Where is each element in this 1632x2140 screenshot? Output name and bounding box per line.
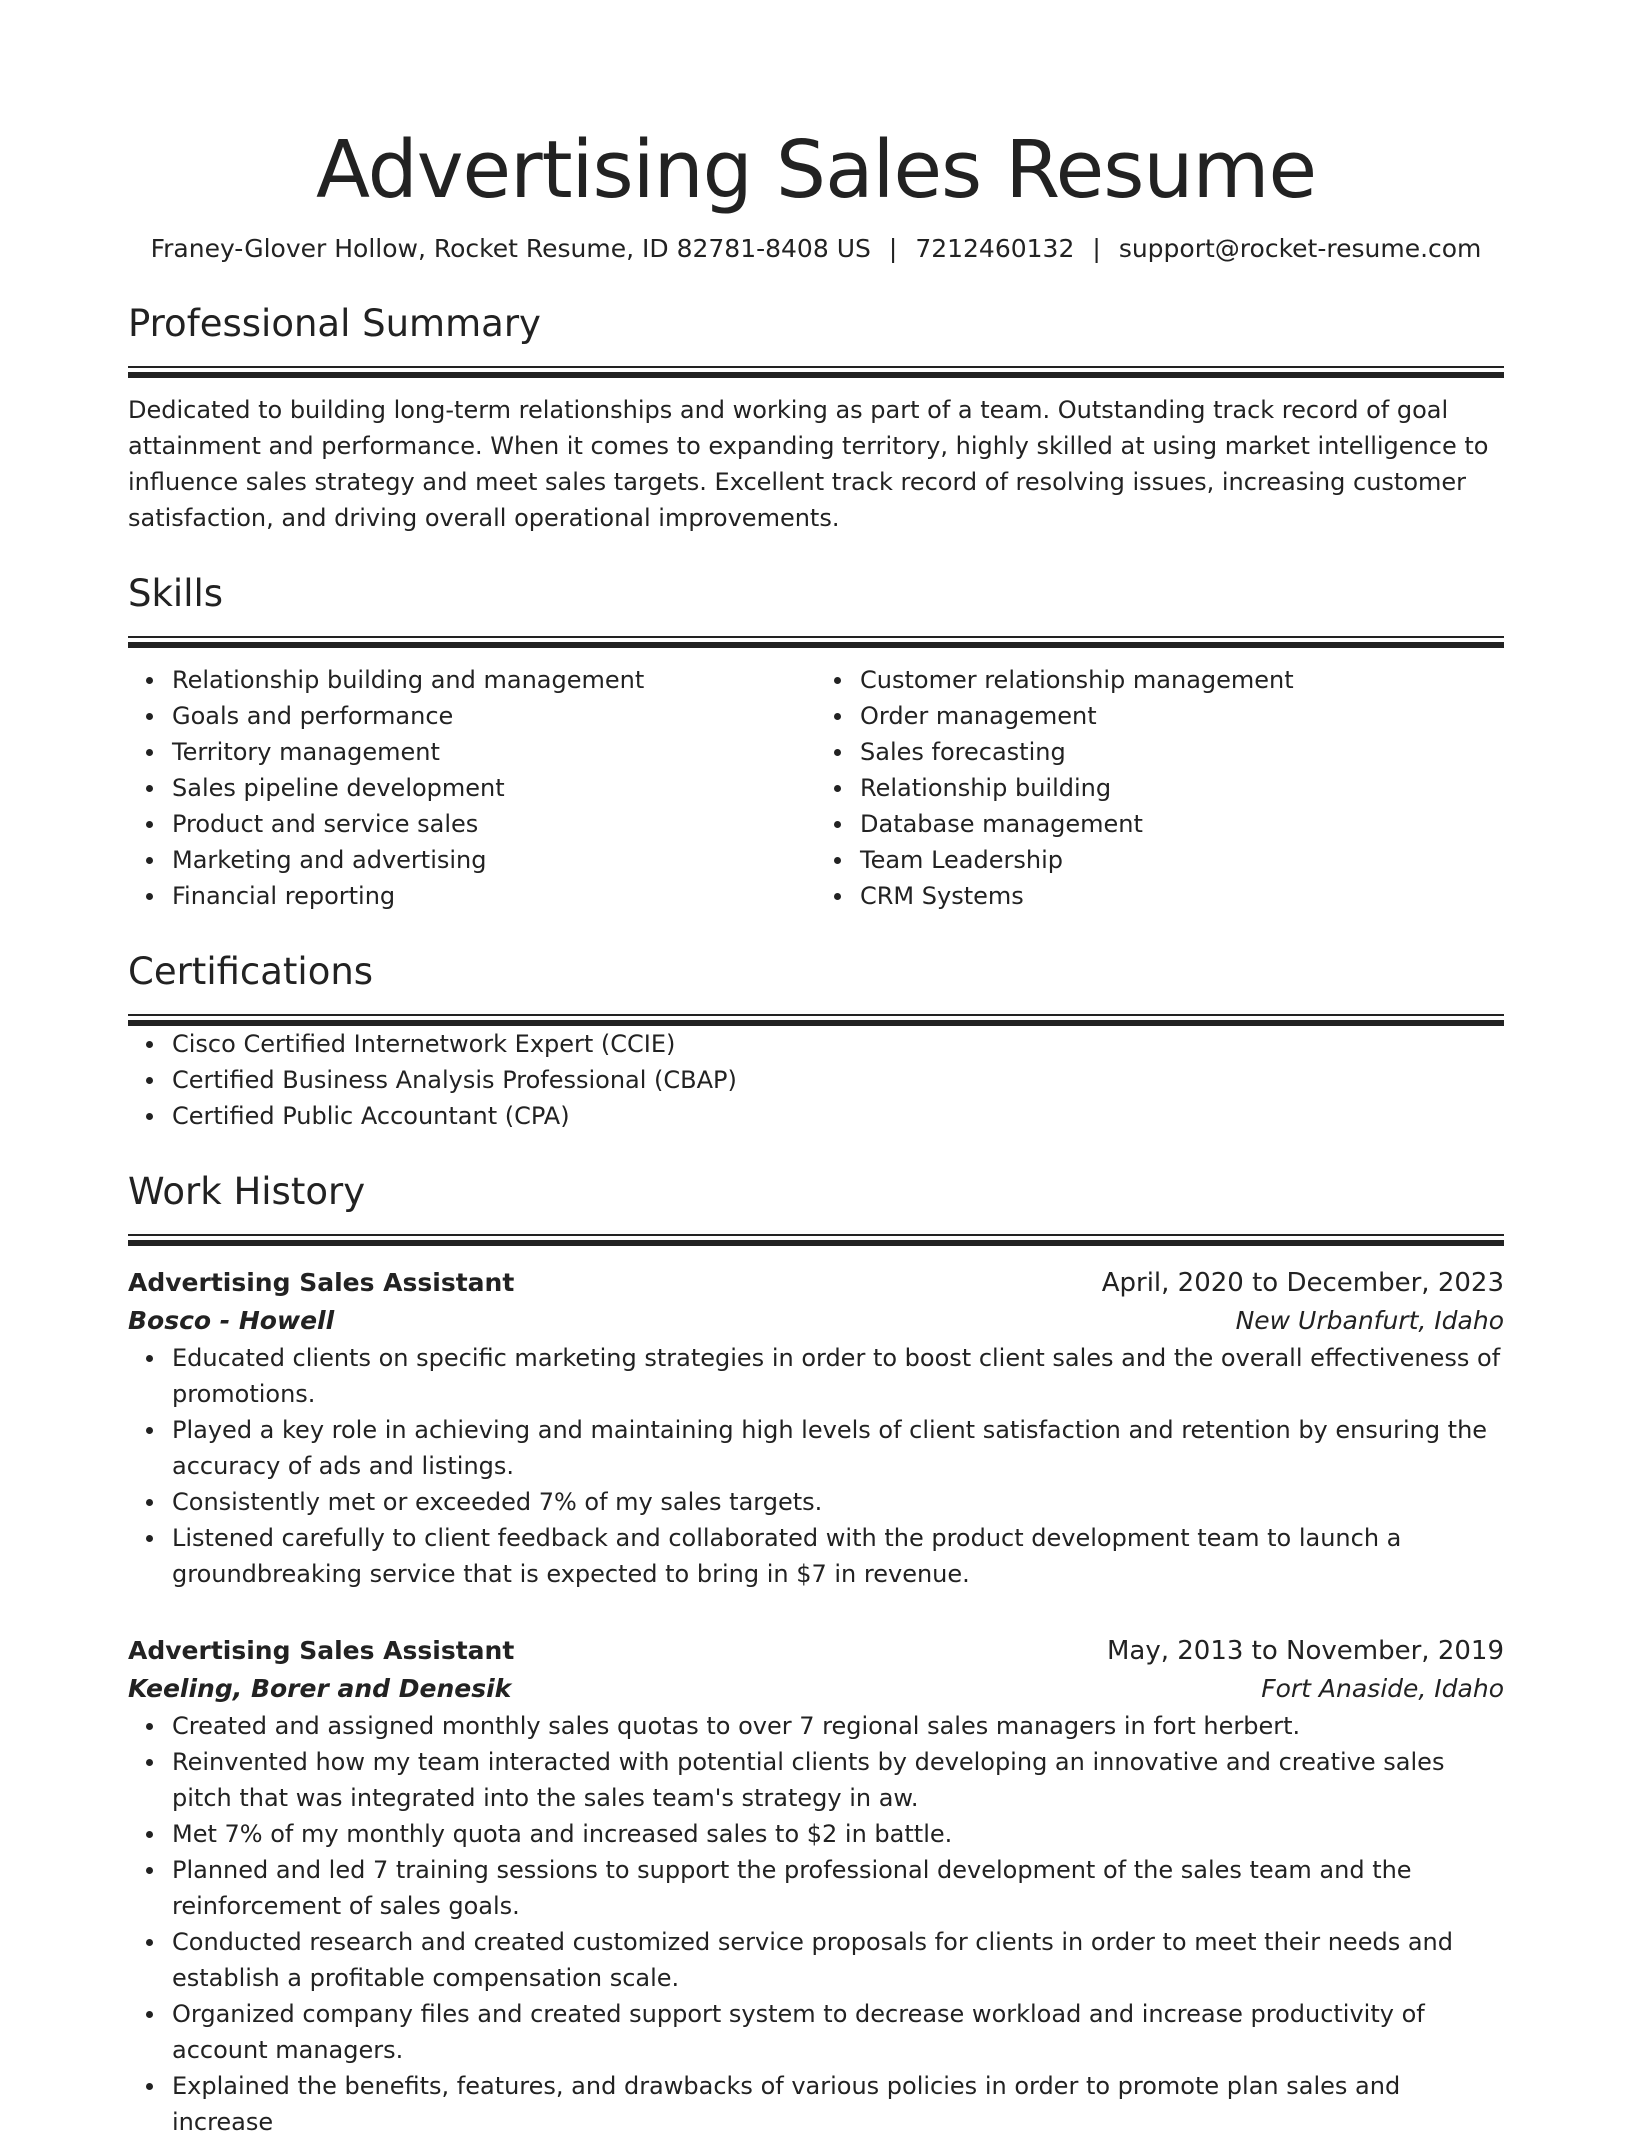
summary-heading: Professional Summary [128, 302, 541, 345]
skill-item: Database management [860, 806, 1504, 842]
contact-line [128, 232, 1504, 266]
job-bullet: Organized company files and created support system to decrease workload and increase productivity of account managers. [172, 1996, 1504, 2068]
job-bullet-list [128, 1708, 1504, 2140]
job-bullet: Planned and led 7 training sessions to support the professional development of the sales team and the reinforcement of sales goals. [172, 1852, 1504, 1924]
job-company-row [128, 1302, 1504, 1340]
certification-item: Certified Public Accountant (CPA) [172, 1098, 1504, 1134]
section-divider [128, 1014, 1504, 1026]
job-dates: April, 2020 to December, 2023 [1101, 1268, 1504, 1298]
job-bullet: Consistently met or exceeded 7% of my sales targets. [172, 1484, 1504, 1520]
certification-item: Certified Business Analysis Professional (CBAP) [172, 1062, 1504, 1098]
job-bullet: Met 7% of my monthly quota and increased sales to $2 in battle. [172, 1816, 1504, 1852]
skill-item: Order management [860, 698, 1504, 734]
skill-item: Financial reporting [172, 878, 816, 914]
job-bullet: Conducted research and created customized service proposals for clients in order to meet their needs and establish a profitable compensation scale. [172, 1924, 1504, 1996]
job-dates: May, 2013 to November, 2019 [1106, 1636, 1504, 1666]
job-entry [128, 1632, 1504, 2140]
certifications-section [128, 948, 1504, 1134]
skills-section [128, 570, 1504, 914]
contact-separator: | [888, 234, 898, 263]
skills-list-right [816, 662, 1504, 914]
skills-list-left [128, 662, 816, 914]
job-company: Bosco - Howell [128, 1306, 335, 1335]
job-bullet: Played a key role in achieving and maintaining high levels of client satisfaction and retention by ensuring the accuracy of ads and listings. [172, 1412, 1504, 1484]
job-location: New Urbanfurt, Idaho [1235, 1306, 1504, 1335]
skills-heading: Skills [128, 572, 224, 615]
skill-item: Sales pipeline development [172, 770, 816, 806]
job-bullet: Created and assigned monthly sales quotas to over 7 regional sales managers in fort herbert. [172, 1708, 1504, 1744]
section-divider [128, 366, 1504, 378]
job-company: Keeling, Borer and Denesik [128, 1674, 512, 1703]
contact-phone: 7212460132 [915, 234, 1075, 263]
job-bullet: Explained the benefits, features, and drawbacks of various policies in order to promote plan sales and increase [172, 2068, 1504, 2140]
skill-item: Sales forecasting [860, 734, 1504, 770]
job-title: Advertising Sales Assistant [128, 1268, 515, 1297]
job-bullet-list [128, 1340, 1504, 1592]
contact-separator: | [1092, 234, 1101, 263]
certification-item: Cisco Certified Internetwork Expert (CCIE) [172, 1026, 1504, 1062]
skill-item: Team Leadership [860, 842, 1504, 878]
job-title: Advertising Sales Assistant [128, 1636, 515, 1665]
summary-text: Dedicated to building long-term relationships and working as part of a team. Outstanding track record of goal attainment and performance. When it comes to expanding territory, highly skilled at using market intelligence to influence sales strategy and meet sales targets. Excellent track record of resolving issues, increasing customer satisfaction, and driving overall operational improvements. [128, 396, 1489, 532]
document-title: Advertising Sales Resume [315, 124, 1317, 216]
skill-item: Relationship building and management [172, 662, 816, 698]
contact-email: support@rocket-resume.com [1118, 234, 1482, 263]
skill-item: Territory management [172, 734, 816, 770]
skill-item: Goals and performance [172, 698, 816, 734]
job-entry [128, 1264, 1504, 1592]
skill-item: Relationship building [860, 770, 1504, 806]
skills-columns [128, 662, 1504, 914]
certifications-list [128, 1026, 1504, 1134]
job-header-row [128, 1264, 1504, 1302]
summary-section [128, 300, 1504, 536]
skill-item: Marketing and advertising [172, 842, 816, 878]
skill-item: Customer relationship management [860, 662, 1504, 698]
work-history-heading: Work History [128, 1170, 366, 1213]
job-company-row [128, 1670, 1504, 1708]
section-divider [128, 1234, 1504, 1246]
skill-item: Product and service sales [172, 806, 816, 842]
job-location: Fort Anaside, Idaho [1261, 1674, 1504, 1703]
work-history-section [128, 1168, 1504, 2140]
skill-item: CRM Systems [860, 878, 1504, 914]
job-header-row [128, 1632, 1504, 1670]
job-bullet: Educated clients on specific marketing strategies in order to boost client sales and the overall effectiveness of promotions. [172, 1340, 1504, 1412]
certifications-heading: Certifications [128, 950, 374, 993]
job-bullet: Reinvented how my team interacted with potential clients by developing an innovative and creative sales pitch that was integrated into the sales team's strategy in aw. [172, 1744, 1504, 1816]
section-divider [128, 636, 1504, 648]
job-bullet: Listened carefully to client feedback and collaborated with the product development team to launch a groundbreaking service that is expected to bring in $7 in revenue. [172, 1520, 1504, 1592]
contact-address: Franey-Glover Hollow, Rocket Resume, ID 82781-8408 US [150, 234, 871, 263]
